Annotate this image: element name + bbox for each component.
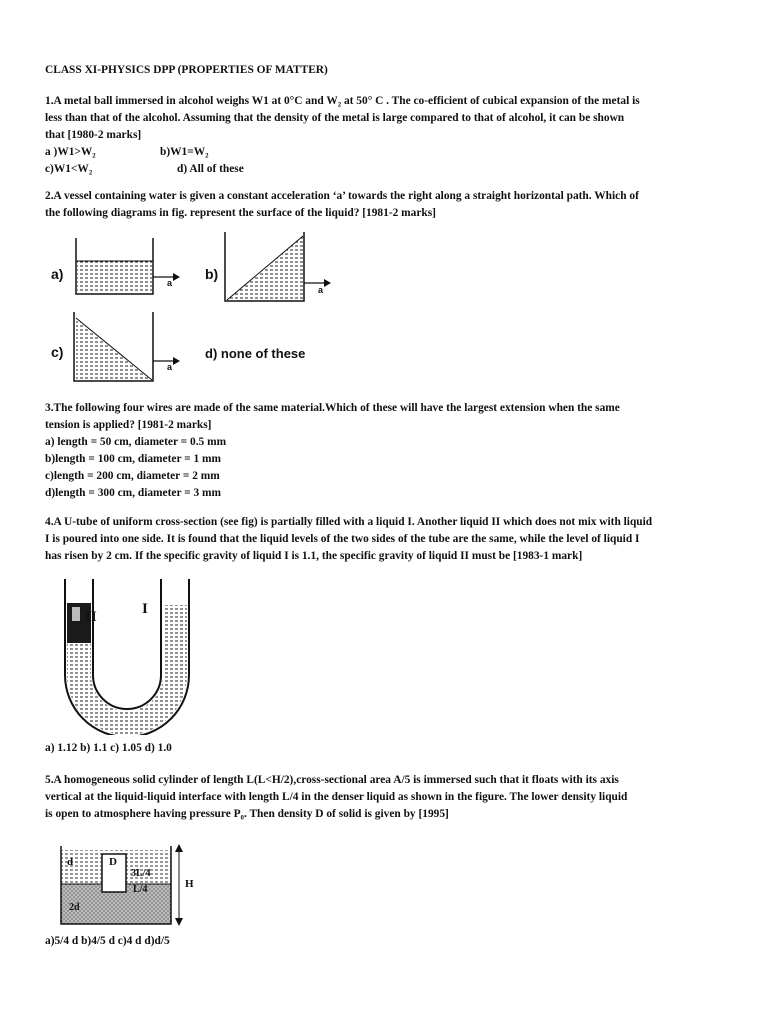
question-1-options-row-1 [45,144,725,161]
option-b: b)W1=W₂ [160,146,209,158]
question-5-options-line: a)5/4 d b)4/5 d c)4 d d)d/5 [45,935,170,947]
question-3-text-line-2: tension is applied? [1981-2 marks] [45,419,212,431]
question-3-option-c: c)length = 200 cm, diameter = 2 mm [45,470,220,482]
label-3l4: 3L/4 [131,868,151,879]
u-tube-diagram [45,575,215,735]
page-title: CLASS XI-PHYSICS DPP (PROPERTIES OF MATTER) [45,64,328,76]
question-4 [45,514,725,565]
accel-label-b: a [318,285,324,295]
figure-a-label: a) [51,266,64,282]
vessel-c-diagram [74,312,180,381]
question-2 [45,188,725,222]
option-d: d) All of these [177,163,244,175]
question-5-text-line-3: is open to atmosphere having pressure P₀. Then density D of solid is given by [1995] [45,808,449,820]
label-d: d [67,856,74,868]
figure-d-label: d) none of these [205,346,306,361]
accel-label-a: a [167,278,173,288]
question-3-option-d: d)length = 300 cm, diameter = 3 mm [45,487,222,499]
question-5-text-line-1: 5.A homogeneous solid cylinder of length L(L<H/2),cross-sectional area A/5 is immersed such that it floats with its axis [45,774,619,786]
question-3 [45,400,725,502]
question-2-text-line-2: the following diagrams in fig. represent the surface of the liquid? [1981-2 marks] [45,207,436,219]
question-4-options [45,740,725,757]
question-4-options-line: a) 1.12 b) 1.1 c) 1.05 d) 1.0 [45,742,172,754]
question-1-text-line-3: that [1980-2 marks] [45,129,142,141]
question-4-text-line-2: I is poured into one side. It is found that the liquid levels of the two sides of the tube are the same, while the level of liquid I [45,533,640,545]
u-tube-figure [45,575,215,735]
question-1-text-line-2: less than that of the alcohol. Assuming that the density of the metal is large compared to that of alcohol, it can be shown [45,112,625,124]
question-4-text-line-1: 4.A U-tube of uniform cross-section (see fig) is partially filled with a liquid I. Another liquid II which does not mix with liquid [45,516,653,528]
vessel-a-diagram [76,238,180,294]
question-1-options-row-2 [45,161,725,178]
question-5-options [45,933,725,950]
question-1-text-line-1: 1.A metal ball immersed in alcohol weighs W1 at 0°C and W₂ at 50° C . The co-efficient of cubical expansion of the metal is [45,95,640,107]
cylinder-figure [45,840,215,930]
label-l4: L/4 [133,884,148,895]
question-3-option-b: b)length = 100 cm, diameter = 1 mm [45,453,222,465]
label-H: H [185,878,194,890]
question-2-text-line-1: 2.A vessel containing water is given a constant acceleration ‘a’ towards the right along a straight horizontal path. Which of [45,190,639,202]
liquid-ii-label: II [85,609,97,625]
question-1 [45,93,725,178]
question-5 [45,772,725,823]
label-2d: 2d [69,902,80,913]
question-5-text-line-2: vertical at the liquid-liquid interface with length L/4 in the denser liquid as shown in the figure. The lower density liquid [45,791,628,803]
document-page [45,62,725,232]
option-c: c)W1<W₂ [45,163,93,175]
label-D: D [109,856,117,868]
question-2-figures [45,228,465,388]
vessel-b-diagram [225,232,331,301]
question-4-text-line-3: has risen by 2 cm. If the specific gravity of liquid I is 1.1, the specific gravity of liquid II must be [1983-1 mark] [45,550,583,562]
question-3-text-line-1: 3.The following four wires are made of the same material.Which of these will have the largest extension when the same [45,402,620,414]
accel-label-c: a [167,362,173,372]
liquid-i-label: I [142,601,148,617]
option-a: a )W1>W₂ [45,146,96,158]
figure-c-label: c) [51,344,64,360]
question-3-option-a: a) length = 50 cm, diameter = 0.5 mm [45,436,227,448]
figure-b-label: b) [205,266,219,282]
vessel-diagrams [45,228,465,388]
